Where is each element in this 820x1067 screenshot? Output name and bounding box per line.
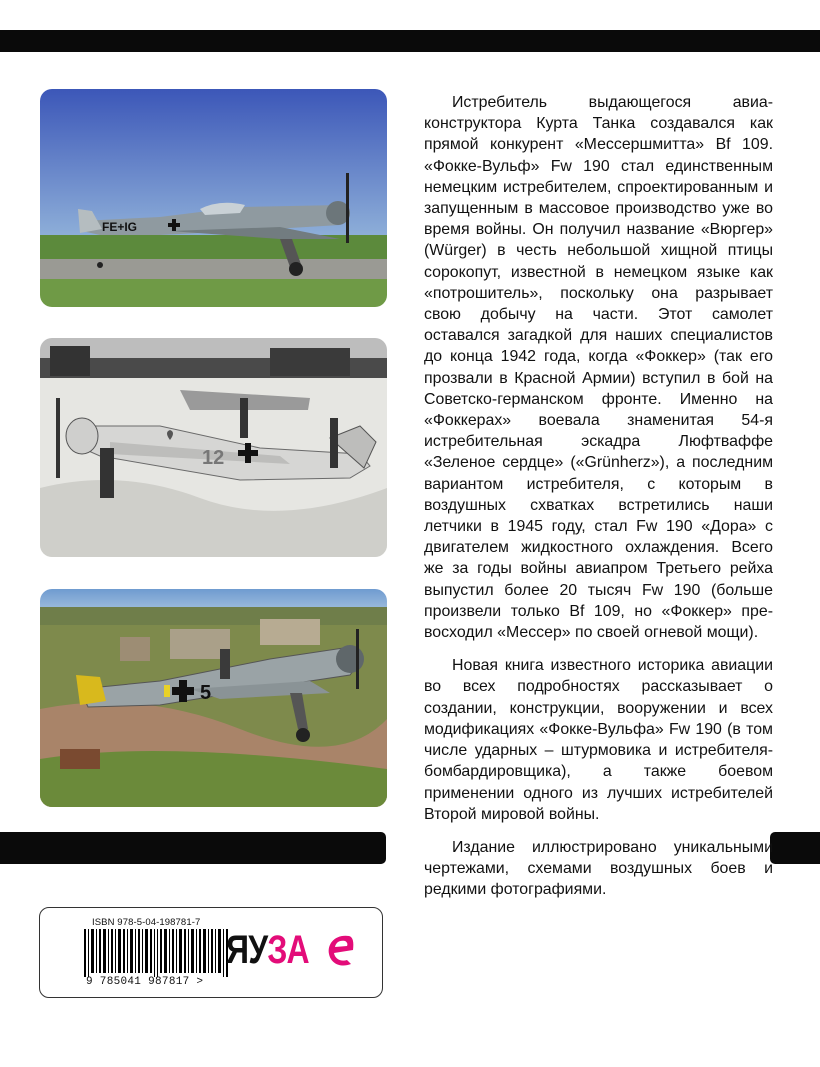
photo-fw190-airfield — [40, 589, 387, 807]
yauza-logo-part1: ЯУ — [226, 928, 268, 972]
eksmo-logo-icon — [323, 932, 361, 972]
plane3-number: 5 — [200, 682, 212, 704]
isbn-label: ISBN 978-5-04-198781-7 — [92, 917, 201, 928]
yauza-logo — [226, 928, 309, 973]
paragraph-book-summary: Новая книга известного историка авиации во всех подробностях рассказывает о создании, конструкции, вооружении и всех модификациях «Фокке-Вульфа» Fw 190 (в том числе ударных – штурмовика и истребителя-бомбардировщика), а также боевом применении одного из лучших истребителей Второй мировой войны. — [424, 657, 773, 823]
isbn-digits: 9 785041 987817 > — [86, 976, 204, 988]
yauza-logo-part2: ЗА — [267, 928, 309, 972]
barcode — [84, 929, 234, 979]
paragraph-illustrations: Издание иллюстрировано уникальными чертежами, схемами воздушных боев и редкими фотографиями. — [424, 838, 773, 899]
photo-fw190-winter — [40, 338, 387, 557]
bottom-left-black-bar — [0, 832, 386, 864]
right-edge-black-tab — [770, 832, 820, 864]
paragraph-history: Истребитель выдающегося авиаконструктора Курта Танка создавался как прямой конкурент «Мессершмитта» Bf 109. «Фокке-Вульф» Fw 190 стал единственным немецким истребителем, спроектированным и запущенным в массовое производство уже во время войны. Он получил название «Вюргер» (Würger) в честь небольшой хищной птицы сорокопут, известной в немецком языке как «потрошитель», поскольку она разрывает свою добычу на части. Этот самолет оставался загадкой для наших специалистов до конца 1942 года, когда «Фоккер» (так его прозвали в Красной Армии) вступил в бой на Советско-германском фронте. Именно на «Фоккерах» воевала знаменитая 54-я истребительная эскадра Люфтваффе «Зеленое сердце» («Grünherz»), а последним вариантом истребителя, с которым в воздушных схватках встретились наши летчики в 1945 году, стал Fw 190 «Дора» с двигателем жидкостного охлаждения. Всего же за годы войны авиапром Третьего рейха выпустил более 20 тысяч Fw 190 (больше произвели только Bf 109, но «Фоккер» превосходил «Мессер» по своей огневой мощи). — [424, 94, 773, 642]
photo-fw190-prototype — [40, 89, 387, 307]
annotation-text — [424, 92, 773, 913]
isbn-publisher-box — [39, 907, 383, 998]
plane1-code: FE+IG — [102, 220, 138, 234]
plane2-number: 12 — [202, 447, 225, 469]
top-black-bar — [0, 30, 820, 52]
